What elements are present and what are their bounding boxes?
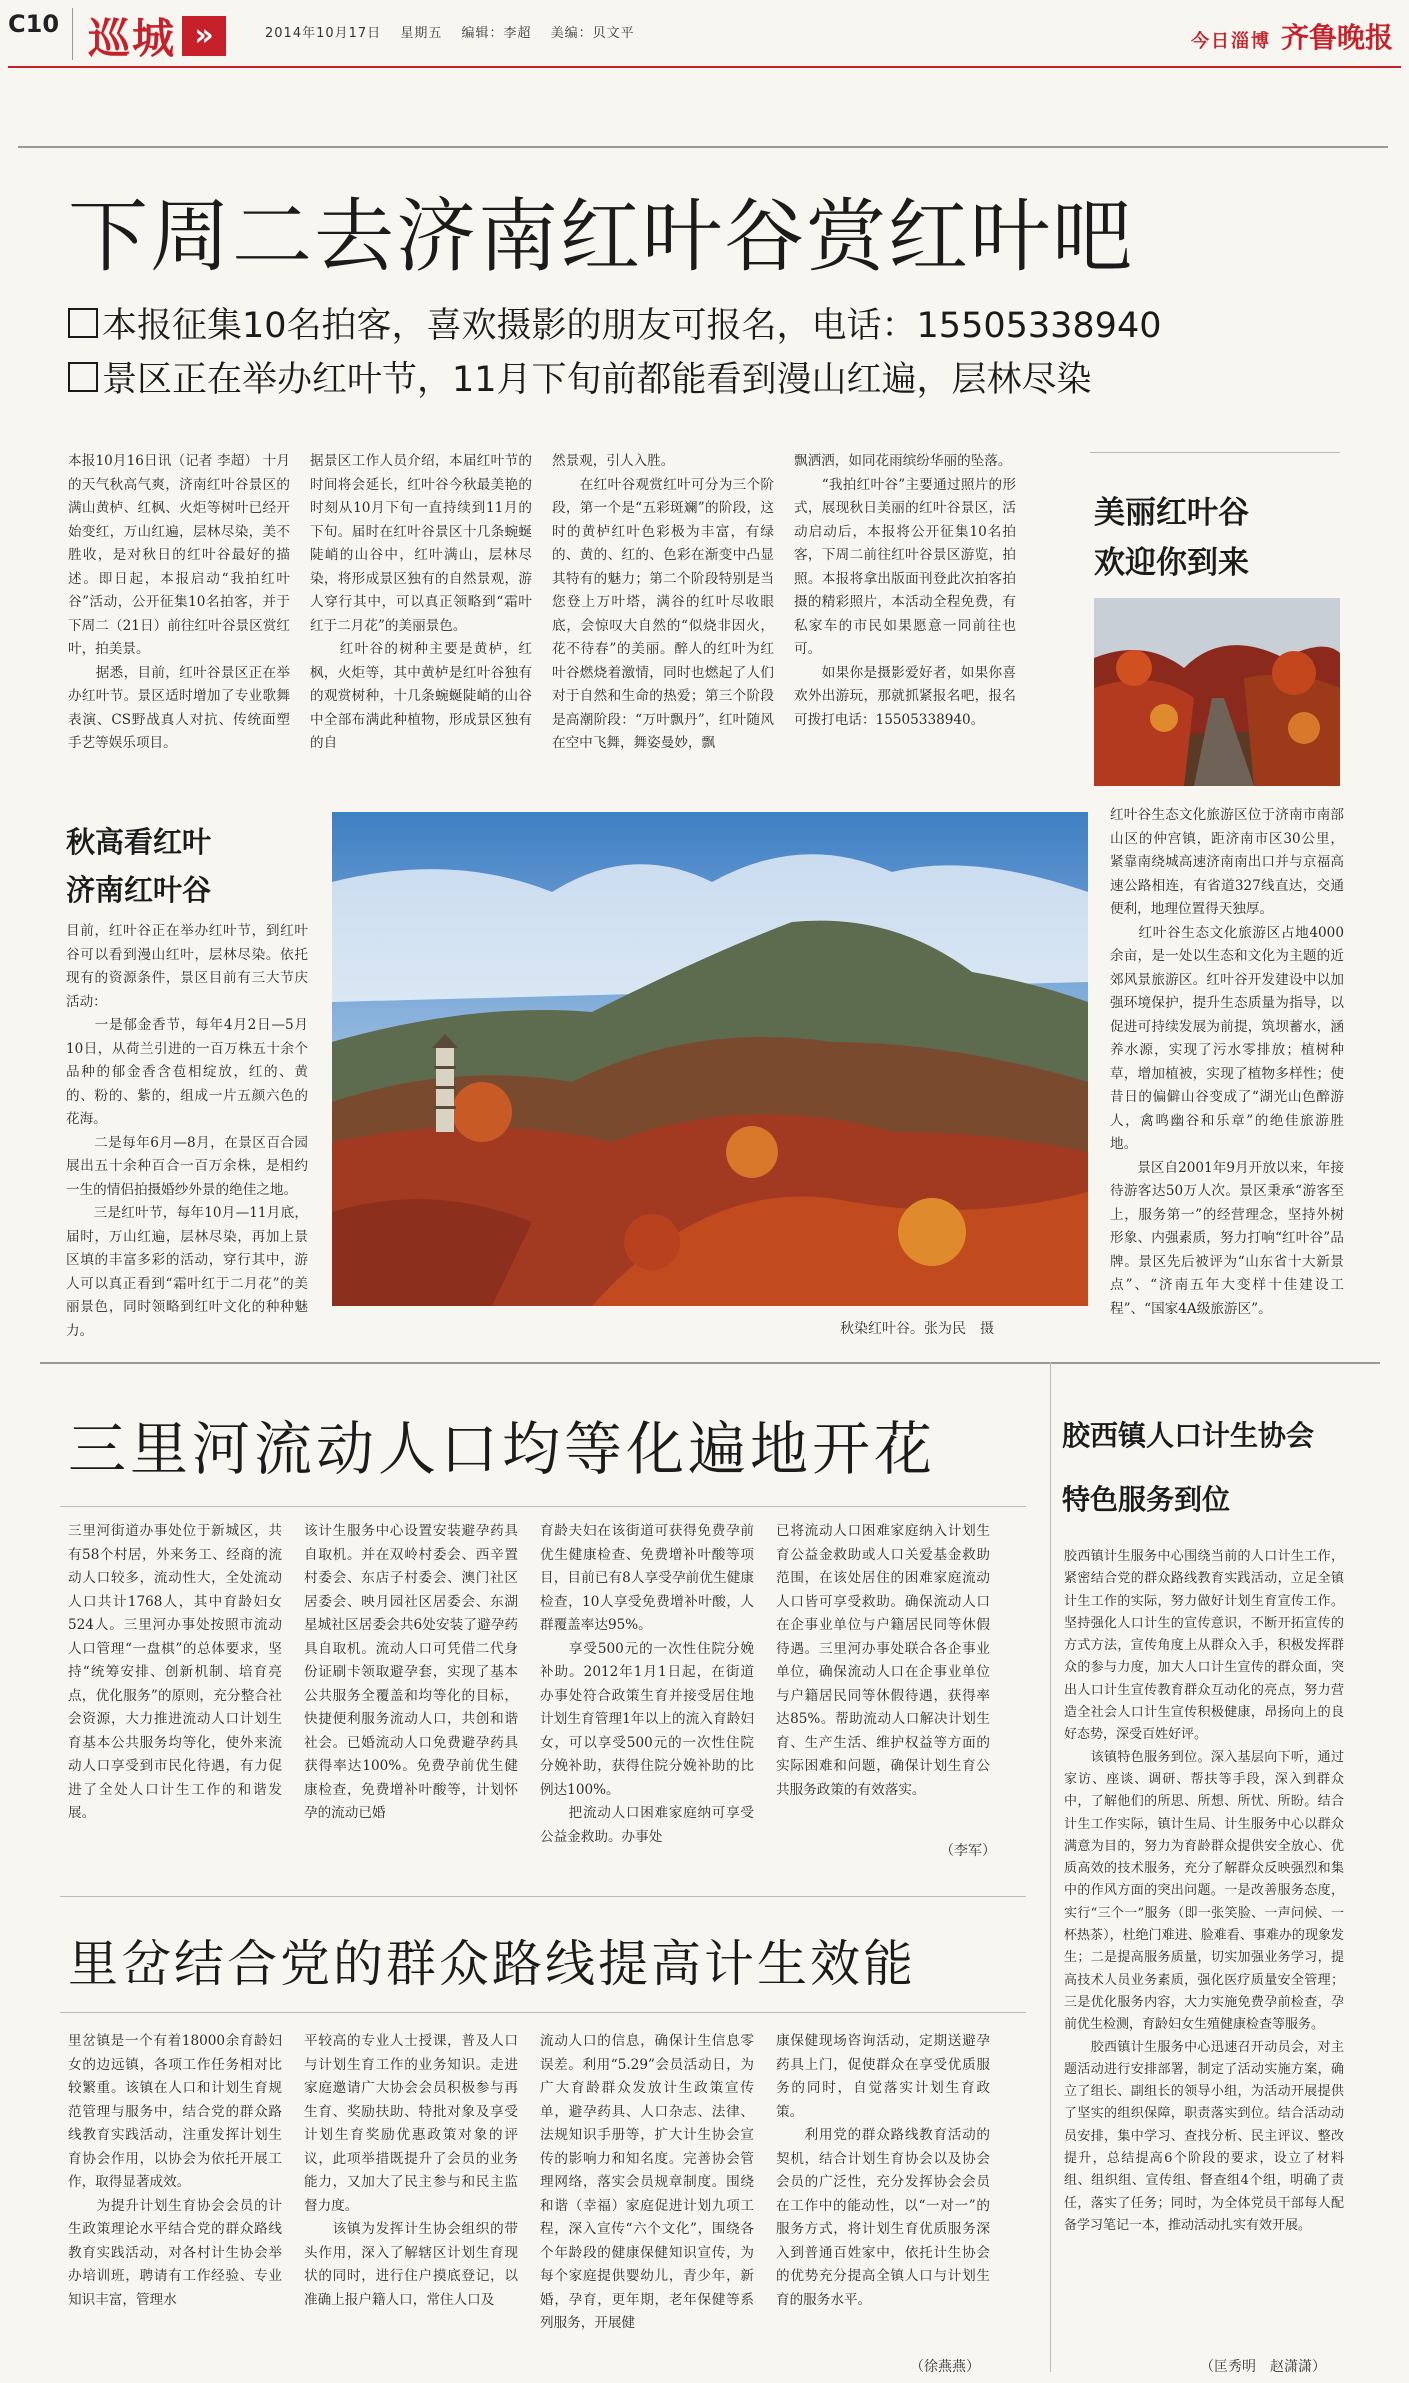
article2-byline: （李军） (940, 1843, 996, 1859)
sidebar-welcome-text: 红叶谷生态文化旅游区位于济南市南部山区的仲宫镇，距济南市区30公里，紧靠南绕城高速济南南出口并与京福高速公路相连，有省道327线直达，交通便利，地理位置得天独厚。 红叶谷生态文化旅游区占地4000余亩，是一处以生态和文化为主题的近郊风景旅游区。红叶谷开发建设中以加强环境保护，提升生态质量为指导，以促进可持续发展为前提，筑坝蓄水，涵养水源，实现了污水零排放；植树种草，增加植被，实现了植物多样性；使昔日的偏僻山谷变成了“湖光山色醉游人，禽鸣幽谷和乐章”的绝佳旅游胜地。 景区自2001年9月开放以来，年接待游客达50万人次。景区秉承“游客至上，服务第一”的经营理念，坚持外树形象、内强素质，努力打响“红叶谷”品牌。景区先后被评为“山东省十大新景点”、“济南五年大变样十佳建设工程”、“国家4A级旅游区”。 (1110, 807, 1344, 1317)
photo-caption: 秋染红叶谷。张为民 摄 (840, 1321, 994, 1337)
article1-subhead-1: 本报征集10名拍客，喜欢摄影的朋友可报名，电话：15505338940 (68, 298, 1162, 348)
sidebar-jiaoxi-text: 胶西镇计生服务中心围绕当前的人口计生工作，紧密结合党的群众路线教育实践活动，立足全镇计生工作的实际，努力做好计划生育宣传工作。坚持强化人口计生的宣传意识，不断开拓宣传的方式方法，宣传角度上从群众入手，积极发挥群众的参与力度，加大人口计生宣传的群众面，突出人口计生宣传教育群众互动化的亮点，努力营造全社会人口计生宣传积极健康，昂扬向上的良好态势，深受百姓好评。 该镇特色服务到位。深入基层向下听，通过家访、座谈、调研、帮扶等手段，深入到群众中，了解他们的所思、所想、所忧、所盼。结合计生工作实际，镇计生局、计生服务中心以群众满意为目的，努力为育龄群众提供安全放心、优质高效的技术服务，充分了解群众反映强烈和集中的作风方面的突出问题。一是改善服务态度，实行“三个一”服务（即一张笑脸、一声问候、一杯热茶），杜绝门难进、脸难看、事难办的现象发生；二是提高服务质量，切实加强业务学习，提高技术人员业务素质，强化医疗质量安全管理；三是优化服务内容，大力实施免费孕前检查，孕前优生检测，育龄妇女生殖健康检查等服务。 胶西镇计生服务中心迅速召开动员会，对主题活动进行安排部署，制定了活动实施方案，确立了组长、副组长的领导小组，为活动开展提供了坚实的组织保障，职责落实到位。结合活动动员安排，集中学习、查找分析、民主评议、整改提升，总结提高6个阶段的要求，设立了材料组、组织组、宣传组、督查组4个组，明确了责任，落实了任务；同时，为全体党员干部每人配备学习笔记一本，推动活动扎实有效开展。 (1064, 1549, 1344, 2233)
sidebar-welcome-title: 美丽红叶谷 欢迎你到来 (1094, 495, 1249, 581)
article2-column-3: 育龄夫妇在该街道可获得免费孕前优生健康检查、免费增补叶酸等项目，目前已有8人享受孕前优生健康检查，10人享受免费增补叶酸，人群覆盖率达95%。 享受500元的一次性住院分娩补助。2012年1月1日起，在街道办事处符合政策生育并接受居住地计划生育管理1年以上的流入育龄妇女，可以享受500元的一次性住院分娩补助，获得住院分娩补助的比例达100%。 把流动人口困难家庭纳可享受公益金救助。办事处 (540, 1523, 754, 1845)
sidebar-autumn-title: 秋高看红叶 济南红叶谷 (66, 825, 212, 907)
designer: 美编：贝文平 (550, 26, 635, 41)
article3-column-3: 流动人口的信息，确保计生信息零误差。利用“5.29”会员活动日，为广大育龄群众发放计生政策宣传单，避孕药具、人口杂志、法律、法规知识手册等，扩大计生协会宣传的影响力和知名度。完善协会管理网络，落实会员规章制度。围绕和谐（幸福）家庭促进计划九项工程，深入宣传“六个文化”，围绕各个年龄段的健康保健知识宣传，为每个家庭提供婴幼儿，青少年，新婚，孕育，更年期，老年保健等系列服务，开展健 (540, 2033, 754, 2331)
article2-column-1: 三里河街道办事处位于新城区，共有58个村居，外来务工、经商的流动人口较多，流动性大，全处流动人口共计1768人，其中育龄妇女524人。三里河办事处按照市流动人口管理“一盘棋”的总体要求，坚持“统筹安排、创新机制、培育亮点，优化服务”的原则，充分整合社会资源，大力推进流动人口计划生育基本公共服务均等化，使外来流动人口享受到市民化待遇，有力促进了全处人口计生工作的和谐发展。 (68, 1523, 282, 1821)
mountain-photo-illustration (332, 812, 1088, 1306)
issue-weekday: 星期五 (400, 26, 443, 41)
header-rule (8, 66, 1401, 68)
sidebar-jiaoxi-title: 胶西镇人口计生协会 特色服务到位 (1062, 1419, 1315, 1516)
article3-column-2: 平较高的专业人士授课，普及人口与计划生育工作的业务知识。走进家庭邀请广大协会会员积极参与再生育、奖励扶助、特批对象及享受计划生育奖励优惠政策对象的评议，此项举措既提升了会员的业务能力，又加大了民主参与和民主监督力度。 该镇为发挥计生协会组织的带头作用，深入了解辖区计划生育现状的同时，进行住户摸底登记，以准确上报户籍人口，常住人口及 (304, 2033, 518, 2308)
section-label (88, 12, 226, 63)
section-arrow-icon: » (182, 16, 226, 56)
sidebar-autumn-text: 目前，红叶谷正在举办红叶节，到红叶谷可以看到漫山红叶，层林尽染。依托现有的资源条件，景区目前有三大节庆活动： 一是郁金香节，每年4月2日—5月10日，从荷兰引进的一百万株五十余个品种的郁金香含苞相绽放，红的、黄的、粉的、紫的，组成一片五颜六色的花海。 二是每年6月—8月，在景区百合园展出五十余种百合一百万余株，是相约一生的情侣拍摄婚纱外景的绝佳之地。 三是红叶节，每年10月—11月底，届时，万山红遍，层林尽染，再加上景区填的丰富多彩的活动，穿行其中，游人可以真正看到“霜叶红于二月花”的美丽景色，同时领略到红叶文化的种种魅力。 (66, 923, 308, 1339)
article3-byline: （徐燕燕） (910, 2359, 980, 2375)
article3-column-1: 里岔镇是一个有着18000余育龄妇女的边远镇，各项工作任务相对比较繁重。该镇在人口和计划生育规范管理与服务中，结合党的群众路线教育实践活动，注重发挥计划生育协会作用，以协会为依托开展工作，取得显著成效。 为提升计划生育协会会员的计生政策理论水平结合党的群众路线教育实践活动，对各村计生协会举办培训班，聘请有工作经验、专业知识丰富，管理水 (68, 2033, 282, 2308)
section-name: 巡城 (88, 14, 177, 63)
sidebar-rule (1090, 452, 1340, 453)
article1-headline: 下周二去济南红叶谷赏红叶吧 (68, 190, 1134, 283)
article3-headline: 里岔结合党的群众路线提高计生效能 (68, 1935, 916, 1993)
article3-column-4: 康保健现场咨询活动，定期送避孕药具上门，促使群众在享受优质服务的同时，自觉落实计划生育政策。 利用党的群众路线教育活动的契机，结合计划生育协会以及协会会员的广泛性，充分发挥协会会员在工作中的能动性，以“一对一”的服务方式，将计划生育优质服务深入到普通百姓家中，依托计生协会的优势充分提高全镇人口与计划生育的服务水平。 (776, 2033, 990, 2308)
brand-paper-logo: 齐鲁晚报 (1280, 21, 1393, 54)
header-meta (265, 22, 635, 41)
sidebar-divider (1050, 1362, 1051, 2372)
header-divider (72, 8, 73, 60)
article1-column-2: 据景区工作人员介绍，本届红叶节的时间将会延长，红叶谷今秋最美艳的时刻从10月下旬一直持续到11月的下旬。届时在红叶谷景区十几条蜿蜒陡峭的山谷中，红叶满山，层林尽染，将形成景区独有的自然景观，游人穿行其中，可以真正领略到“霜叶红于二月花”的美丽景色。 红叶谷的树种主要是黄栌，红枫，火炬等，其中黄栌是红叶谷独有的观赏树种，十几条蜿蜒陡峭的山谷中全部布满此种植物，形成景区独有的自 (310, 453, 532, 751)
article3-rule (60, 2012, 1026, 2013)
main-photo (332, 812, 1088, 1306)
brand-block (1191, 16, 1393, 56)
article1-column-4: 飘洒洒，如同花雨缤纷华丽的坠落。 “我拍红叶谷”主要通过照片的形式，展现秋日美丽的红叶谷景区，活动启动后，本报将公开征集10名拍客，下周二前往红叶谷景区游览，拍照。本报将拿出版面刊登此次拍客拍摄的精彩照片，本活动全程免费，有私家车的市民如果愿意一同前往也可。 如果你是摄影爱好者，如果你喜欢外出游玩，那就抓紧报名吧，报名可拨打电话：15505338940。 (794, 453, 1016, 728)
article2-column-4: 已将流动人口困难家庭纳入计划生育公益金救助或人口关爱基金救助范围，在该处居住的困难家庭流动人口皆可享受救助。确保流动人口在企事业单位与户籍居民同等休假待遇。三里河办事处联合各企事业单位，确保流动人口在企事业单位与户籍居民同等休假待遇，获得率达85%。帮助流动人口解决计划生育、生产生活、维护权益等方面的实际困难和问题，确保计划生育公共服务政策的有效落实。 (776, 1523, 990, 1798)
brand-today: 今日淄博 (1190, 31, 1271, 52)
section-rule (40, 1362, 1380, 1364)
article3-top-rule (60, 1896, 1026, 1897)
article1-column-1: 本报10月16日讯（记者 李超） 十月的天气秋高气爽，济南红叶谷景区的满山黄栌、红枫、火炬等树叶已经开始变红，万山红遍，层林尽染，美不胜收，是对秋日的红叶谷最好的描述。即日起，本报启动“我拍红叶谷”活动，公开征集10名拍客，并于下周二（21日）前往红叶谷景区赏红叶，拍美景。 据悉，目前，红叶谷景区正在举办红叶节。景区适时增加了专业歌舞表演、CS野战真人对抗、传统面塑手艺等娱乐项目。 (68, 453, 290, 751)
article2-rule (60, 1506, 1026, 1507)
article2-column-2: 该计生服务中心设置安装避孕药具自取机。并在双岭村委会、西辛置村委会、东店子村委会、澳门社区居委会、映月园社区居委会、东湖星城社区居委会共6处安装了避孕药具自取机。流动人口可凭借二代身份证刷卡领取避孕套，实现了基本公共服务全覆盖和均等化的目标，快捷便利服务流动人口，共创和谐社会。已婚流动人口免费避孕药具获得率达100%。免费孕前优生健康检查，免费增补叶酸等，计划怀孕的流动已婚 (304, 1523, 518, 1821)
article2-headline: 三里河流动人口均等化遍地开花 (68, 1415, 937, 1483)
issue-date: 2014年10月17日 (265, 26, 382, 41)
article1-subhead-2: 景区正在举办红叶节，11月下旬前都能看到漫山红遍，层林尽染 (68, 352, 1092, 402)
editor: 编辑：李超 (461, 26, 532, 41)
sidebar-jiaoxi-byline: （匡秀明 赵潇潇） (1200, 2359, 1326, 2375)
checkbox-icon (68, 308, 98, 338)
sidebar-photo (1094, 598, 1340, 786)
top-rule (18, 146, 1388, 148)
article1-column-3: 然景观，引人入胜。 在红叶谷观赏红叶可分为三个阶段，第一个是“五彩斑斓”的阶段，这时的黄栌红叶色彩极为丰富，有绿的、黄的、红的、色彩在渐变中凸显其特有的魅力；第二个阶段特别是当您登上万叶塔，满谷的红叶尽收眼底，会惊叹大自然的“似烧非因火，花不待春”的美丽。醉人的红叶为红叶谷燃烧着激情，同时也燃起了人们对于自然和生命的热爱；第三个阶段是高潮阶段：“万叶飘丹”，红叶随风在空中飞舞，舞姿曼妙，飘 (552, 453, 774, 751)
checkbox-icon (68, 362, 98, 392)
page-number: C10 (8, 10, 60, 38)
road-photo-illustration (1094, 598, 1340, 786)
